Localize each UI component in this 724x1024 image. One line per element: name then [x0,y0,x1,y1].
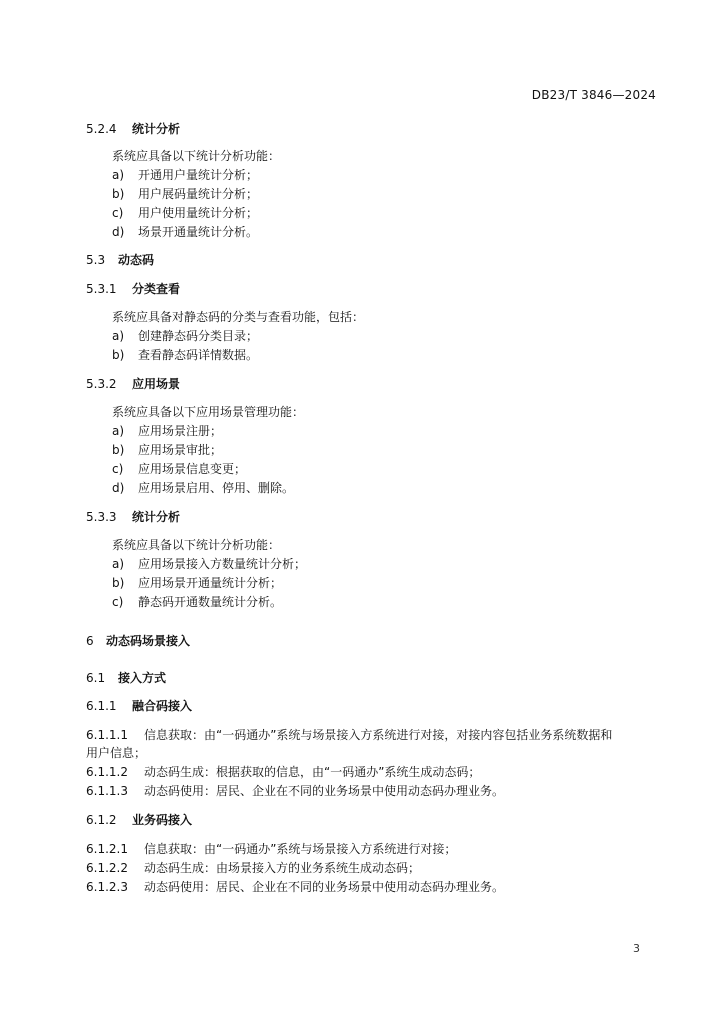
list-item: a) 创建静态码分类目录； [112,329,259,343]
paragraph-6-1-1-1-cont: 用户信息； [86,746,147,760]
paragraph-6-1-2-1: 6.1.2.1 信息获取：由“一码通办”系统与场景接入方系统进行对接； [86,842,457,856]
paragraph-6-1-2-3: 6.1.2.3 动态码使用：居民、企业在不同的业务场景中使用动态码办理业务。 [86,880,505,894]
intro-5-3-1: 系统应具备对静态码的分类与查看功能，包括： [112,310,365,324]
intro-5-3-2: 系统应具备以下应用场景管理功能： [112,405,305,419]
list-item: a) 应用场景接入方数量统计分析； [112,557,307,571]
standard-code: DB23/T 3846—2024 [531,88,656,102]
list-item: b) 用户展码量统计分析； [112,187,259,201]
list-item: c) 静态码开通数量统计分析。 [112,595,283,609]
list-item: a) 应用场景注册； [112,424,223,438]
list-item: c) 应用场景信息变更； [112,462,247,476]
list-item: d) 应用场景启用、停用、删除。 [112,481,295,495]
heading-5-3-3: 5.3.3 统计分析 [86,510,181,524]
page-number: 3 [633,942,640,955]
paragraph-6-1-1-2: 6.1.1.2 动态码生成：根据获取的信息，由“一码通办”系统生成动态码； [86,765,481,779]
list-item: b) 应用场景审批； [112,443,223,457]
heading-6: 6 动态码场景接入 [86,634,191,648]
list-item: a) 开通用户量统计分析； [112,168,259,182]
paragraph-6-1-1-1: 6.1.1.1 信息获取：由“一码通办”系统与场景接入方系统进行对接，对接内容包括业务系统数据和 [86,728,613,742]
list-item: b) 查看静态码详情数据。 [112,348,259,362]
heading-5-3-2: 5.3.2 应用场景 [86,377,181,391]
heading-6-1-1: 6.1.1 融合码接入 [86,699,193,713]
paragraph-6-1-2-2: 6.1.2.2 动态码生成：由场景接入方的业务系统生成动态码； [86,861,421,875]
list-item: d) 场景开通量统计分析。 [112,225,259,239]
list-item: b) 应用场景开通量统计分析； [112,576,283,590]
heading-5-2-4: 5.2.4 统计分析 [86,122,181,136]
list-item: c) 用户使用量统计分析； [112,206,259,220]
intro-5-3-3: 系统应具备以下统计分析功能： [112,538,281,552]
intro-5-2-4: 系统应具备以下统计分析功能： [112,149,281,163]
heading-6-1-2: 6.1.2 业务码接入 [86,813,193,827]
heading-6-1: 6.1 接入方式 [86,671,167,685]
heading-5-3-1: 5.3.1 分类查看 [86,282,181,296]
paragraph-6-1-1-3: 6.1.1.3 动态码使用：居民、企业在不同的业务场景中使用动态码办理业务。 [86,784,505,798]
heading-5-3: 5.3 动态码 [86,253,155,267]
